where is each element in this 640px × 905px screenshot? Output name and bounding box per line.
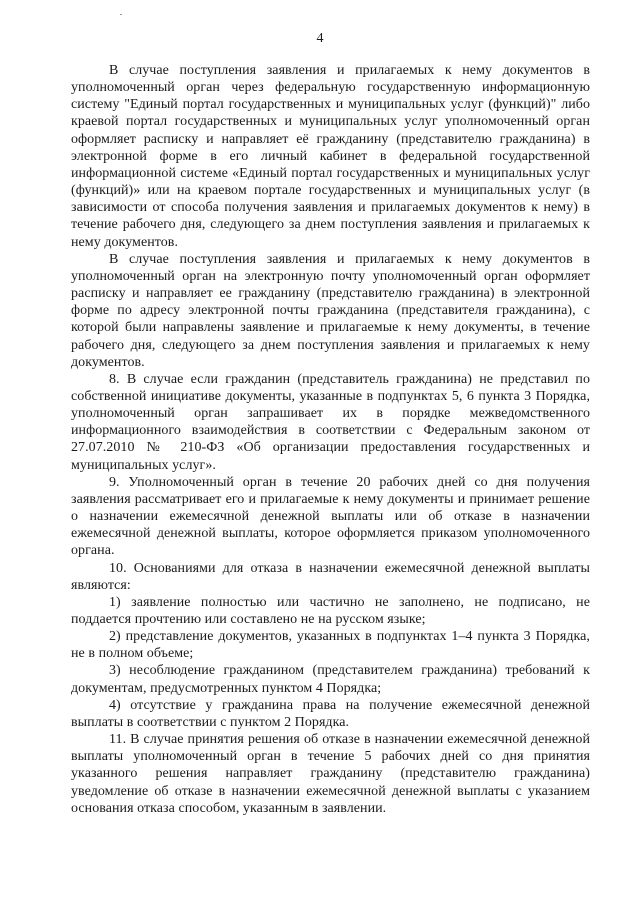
scan-artifact-dot [120, 14, 122, 15]
paragraph-item-10: 10. Основаниями для отказа в назначении ежемесячной денежной выплаты являются: [71, 560, 590, 593]
page-number: 4 [316, 31, 324, 46]
list-item-refusal-1: 1) заявление полностью или частично не заполнено, не подписано, не поддается прочтению или составлено не на русском языке; [71, 594, 590, 627]
list-item-refusal-3: 3) несоблюдение гражданином (представителем гражданина) требований к документам, предусмотренных пунктом 4 Порядка; [71, 663, 590, 696]
paragraph-item-8: 8. В случае если гражданин (представитель гражданина) не представил по собственной инициативе документы, указанные в подпунктах 5, 6 пункта 3 Порядка, уполномоченный орган запрашивает их в порядке межведомственного информационного взаимодействия в соответствии с Федеральным законом от 27.07.2010 № 210-ФЗ «Об организации предоставления государственных и муниципальных услуг». [71, 371, 590, 473]
paragraph-item-11: 11. В случае принятия решения об отказе в назначении ежемесячной денежной выплаты уполномоченный орган в течение 5 рабочих дней со дня принятия указанного решения направляет гражданину (представителю гражданина) уведомление об отказе в назначении ежемесячной денежной выплаты с указанием основания отказа способом, указанным в заявлении. [71, 732, 590, 816]
document-body [71, 62, 590, 817]
list-item-refusal-4: 4) отсутствие у гражданина права на получение ежемесячной денежной выплаты в соответствии с пунктом 2 Порядка. [71, 697, 590, 730]
list-item-refusal-2: 2) представление документов, указанных в подпунктах 1–4 пункта 3 Порядка, не в полном объеме; [71, 629, 590, 662]
paragraph-email-receipt: В случае поступления заявления и прилагаемых к нему документов в уполномоченный орган на электронную почту уполномоченный орган оформляет расписку и направляет ее гражданину (представителю гражданина) в электронной форме по адресу электронной почты гражданина (представителя гражданина), с которой были направлены заявление и прилагаемые к нему документы, в течение рабочего дня, следующего за днем поступления заявления и прилагаемых к нему документов. [71, 251, 590, 370]
paragraph-item-9: 9. Уполномоченный орган в течение 20 рабочих дней со дня получения заявления рассматривает его и прилагаемые к нему документы и принимает решение о назначении ежемесячной денежной выплаты или об отказе в назначении ежемесячной денежной выплаты, которое оформляется приказом уполномоченного органа. [71, 474, 590, 559]
paragraph-portal-receipt: В случае поступления заявления и прилагаемых к нему документов в уполномоченный орган через федеральную государственную информационную систему "Единый портал государственных и муниципальных услуг (функций)" либо краевой портал государственных и муниципальных услуг уполномоченный орган оформляет расписку и направляет её гражданину (представителю гражданина) в электронной форме в его личный кабинет в федеральной государственной информационной системе «Единый портал государственных и муниципальных услуг (функций)» или на краевом портале государственных и муниципальных услуг (в зависимости от способа получения заявления и прилагаемых документов к нему) в течение рабочего дня, следующего за днем поступления заявления и прилагаемых к нему документов. [71, 63, 590, 250]
